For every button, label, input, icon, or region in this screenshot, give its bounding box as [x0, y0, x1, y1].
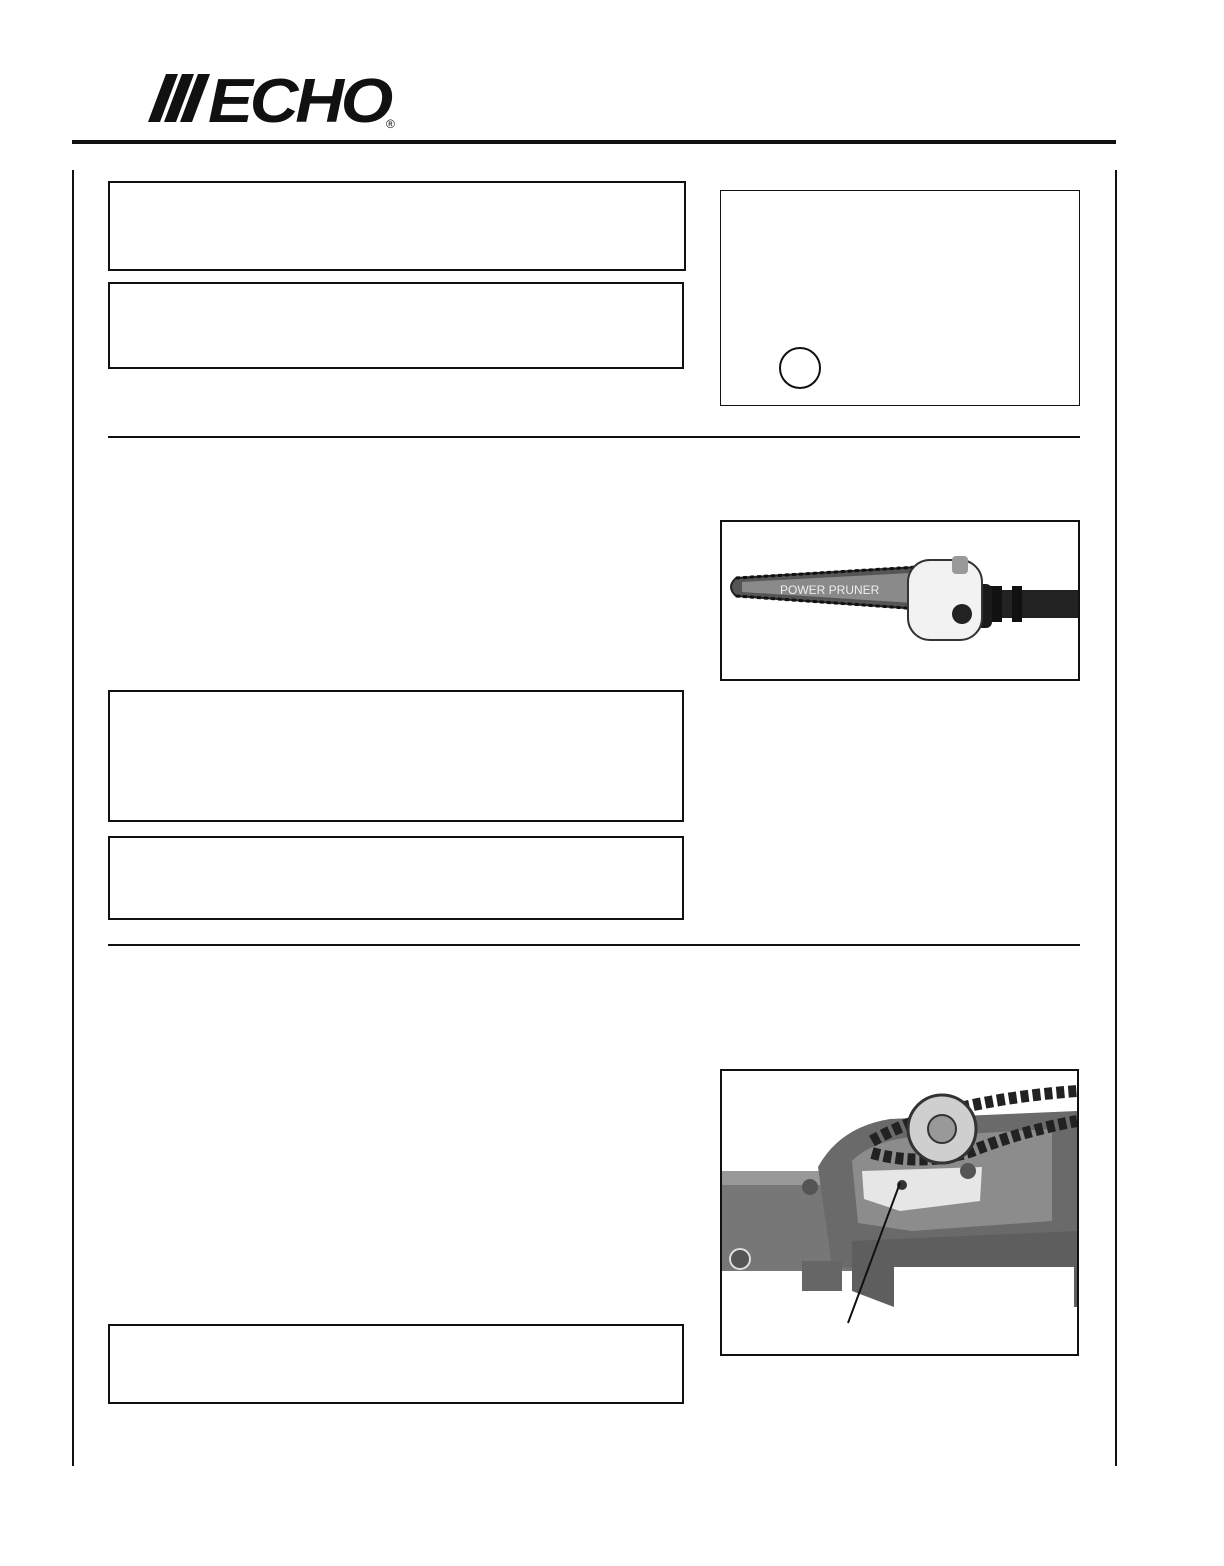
header-rule: [72, 140, 1116, 144]
warning-box-4: [108, 836, 684, 920]
right-margin-line: [1115, 170, 1117, 1466]
warning-box-5: [108, 1324, 684, 1404]
echo-logo: [146, 66, 408, 136]
left-margin-line: [72, 170, 74, 1466]
warning-box-2: [108, 282, 684, 369]
bar-brand-text: POWER PRUNER: [780, 583, 880, 597]
sprocket-photo-figure: [720, 1069, 1079, 1356]
warning-box-3: [108, 690, 684, 822]
section-divider-2: [108, 944, 1080, 946]
pole-pruner-photo-icon: [722, 522, 1078, 679]
sprocket-housing-photo-icon: [722, 1071, 1077, 1354]
chainsaw-photo-figure: [720, 520, 1080, 681]
logo-wordmark: ECHO: [208, 67, 394, 136]
note-box: [720, 190, 1080, 406]
section-divider-1: [108, 436, 1080, 438]
warning-box-1: [108, 181, 686, 271]
registered-mark: ®: [386, 117, 395, 131]
circle-symbol-icon: [779, 347, 821, 389]
